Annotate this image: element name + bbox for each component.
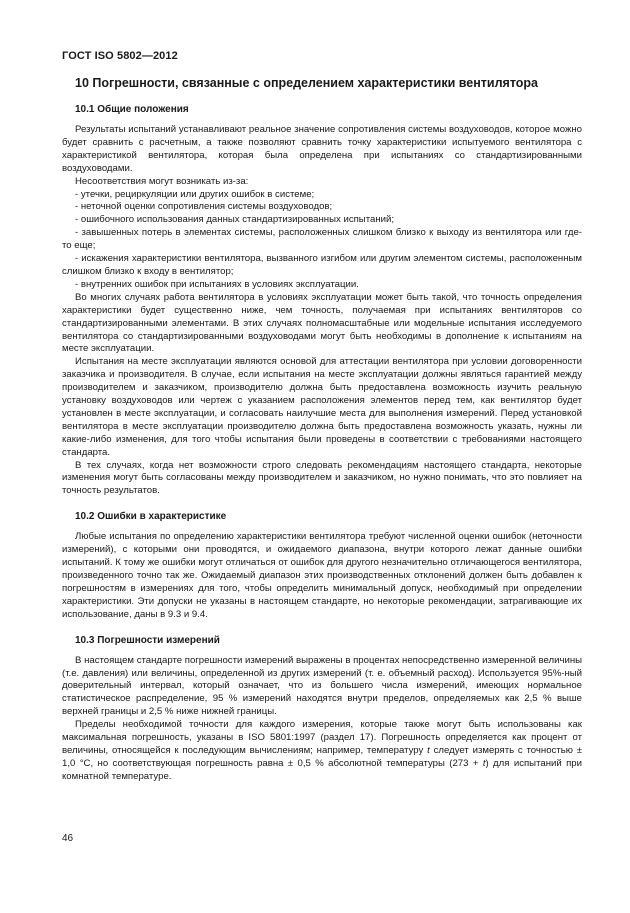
list-item: - завышенных потерь в элементах системы, расположенных слишком близко к выходу из вентилятора или где-то еще; [62,227,582,252]
standard-header: ГОСТ ISO 5802—2012 [62,50,178,62]
text-run: следует измерять с точностью ± 1,0 °С, но соответствующая погрешность равна ± 0,5 % абсолютной температуры (273 + [62,744,582,769]
variable-t: t [427,744,430,756]
paragraph: Результаты испытаний устанавливают реальное значение сопротивления системы воздуховодов, которое можно будет сравнить с расчетным, а также позволяют сравнить точку характеристики испытуемого вентилятора с характеристикой вентилятора, которая была определена при испытаниях со стандартизированными воздуховодами. [62,124,582,174]
list-item: - утечки, рециркуляции или других ошибок в системе; [75,188,315,200]
section-title: 10 Погрешности, связанные с определением характеристики вентилятора [75,76,539,90]
text-run: ) для испытаний при комнатной температуре. [62,757,582,782]
document-body [62,75,582,784]
paragraph: В настоящем стандарте погрешности измерений выражены в процентах непосредственно измеренной величины (т.е. давления) или величины, определенной из других измерений (т. е. объемный расход). Используется 95%-ный доверительный интервал, который означает, что из большего числа измерений, имеющих нормальное статистическое распределение, 95 % измерений находятся внутри пределов, определяемых как 2,5 % выше верхней границы и 2,5 % ниже нижней границы. [62,654,583,718]
list-item: - ошибочного использования данных стандартизированных испытаний; [75,214,395,226]
subsection-title-10-3: 10.3 Погрешности измерений [75,634,220,646]
paragraph: В тех случаях, когда нет возможности строго следовать рекомендациям настоящего стандарта, некоторые изменения могут быть согласованы между производителем и заказчиком, но нужно понимать, что это повлияет на точность результатов. [62,459,582,497]
page-number: 46 [62,833,74,844]
variable-t: t [482,757,486,769]
list-item: - искажения характеристики вентилятора, вызванного изгибом или другим элементом системы, расположенным слишком близко к входу в вентилятор; [62,253,582,277]
list-item: - внутренних ошибок при испытаниях в условиях эксплуатации. [75,278,359,290]
paragraph: Любые испытания по определению характеристики вентилятора требуют численной оценки ошибок (неточности измерений), с которыми они проводятся, и ожидаемого диапазона, внутри которого лежат данные ошибки испытаний. К тому же ошибки могут отличаться от ошибок для другого незначительно отличающегося вентилятора, произведенного точно так же. Ожидаемый диапазон этих производственных отклонений должен быть добавлен к погрешностям в измерениях для того, чтобы определить минимальный допуск, необходимый при определении характеристики. Эти допуски не указаны в настоящем стандарте, но некоторые рекомендации, затрагивающие их использование, даны в 9.3 и 9.4. [62,531,582,620]
paragraph: Во многих случаях работа вентилятора в условиях эксплуатации может быть такой, что точность определения характеристики будет существенно ниже, чем точность, получаемая при испытаниях вентиляторов со стандартизированными элементами. В этих случаях полномасштабные или модельные испытания исследуемого вентилятора со стандартизированными воздуховодами могут быть необходимы в дополнение к испытаниям на месте эксплуатации. [62,291,582,355]
paragraph: Испытания на месте эксплуатации являются основой для аттестации вентилятора при условии договоренности заказчика и производителя. В случае, если испытания на месте эксплуатации должны являться гарантией между производителем и заказчиком, производителю должна быть предоставлена возможность изучить реальную установку воздуховодов или чертеж с указанием расположения элементов перед тем, как вентилятор будет установлен в месте эксплуатации, и согласовать наилучшие места для выполнения измерений. Перед установкой вентилятора в месте эксплуатации производителю должна быть предоставлена возможность указать, нужны ли какие-либо изменения, для того чтобы испытания были проведены в соответствии с требованиями настоящего стандарта. [62,356,582,458]
text-run: Пределы необходимой точности для каждого измерения, которые также могут быть использованы как максимальная погрешность, указаны в ISO 5801:1997 (раздел 17). Погрешность определяется как процент от величины, относящейся к последующим вычислениям; например, температуру [62,719,582,756]
paragraph [62,719,582,784]
list-item: - неточной оценки сопротивления системы воздуховодов; [75,201,333,213]
paragraph: Несоответствия могут возникать из-за: [75,175,249,187]
subsection-title-10-2: 10.2 Ошибки в характеристике [75,511,227,523]
subsection-title-10-1: 10.1 Общие положения [75,104,189,115]
